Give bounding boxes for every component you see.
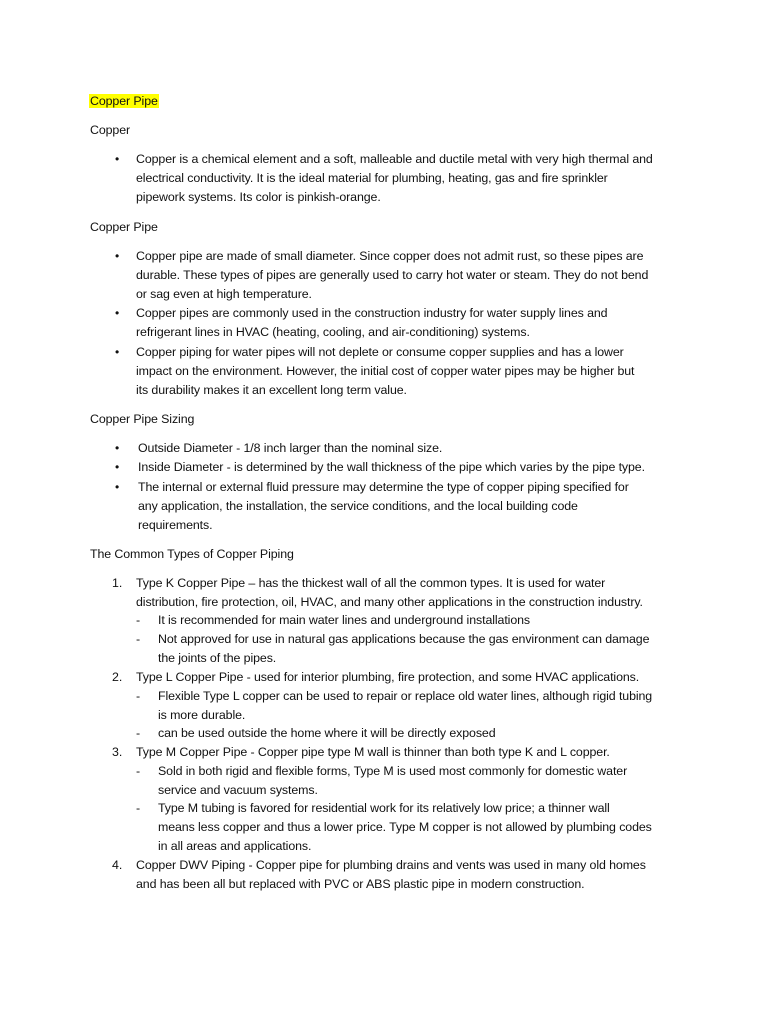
bullet-icon: • <box>115 249 120 263</box>
bullet-icon: • <box>115 460 120 474</box>
dash-icon: - <box>136 764 141 778</box>
list-item-line: Outside Diameter - 1/8 inch larger than the nominal size. <box>138 441 443 455</box>
list-item-line: requirements. <box>138 518 213 532</box>
sub-item-line: Type M tubing is favored for residential work for its relatively low price; a thinner wall <box>158 801 610 815</box>
bullet-icon: • <box>115 345 120 359</box>
bullet-icon: • <box>115 441 120 455</box>
dash-icon: - <box>136 801 141 815</box>
list-item-line: Copper piping for water pipes will not deplete or consume copper supplies and has a lower <box>136 345 624 359</box>
sub-item-line: the joints of the pipes. <box>158 651 277 665</box>
sub-item-line: Sold in both rigid and flexible forms, Type M is used most commonly for domestic water <box>158 764 628 778</box>
highlighted-title: Copper Pipe <box>90 94 158 108</box>
dash-icon: - <box>136 689 141 703</box>
sub-item-line: can be used outside the home where it will be directly exposed <box>158 726 496 740</box>
list-item-line: any application, the installation, the service conditions, and the local building code <box>138 499 578 513</box>
list-number: 3. <box>112 745 123 759</box>
list-item-line: distribution, fire protection, oil, HVAC, and many other applications in the construction industry. <box>136 595 643 609</box>
sub-item-line: service and vacuum systems. <box>158 783 318 797</box>
section-heading-types: The Common Types of Copper Piping <box>90 547 294 561</box>
bullet-icon: • <box>115 306 120 320</box>
list-item-line: Type L Copper Pipe - used for interior plumbing, fire protection, and some HVAC applications. <box>136 670 640 684</box>
list-item-line: durable. These types of pipes are generally used to carry hot water or steam. They do not bend <box>136 268 649 282</box>
section-heading-copper: Copper <box>90 123 131 137</box>
list-item-line: Type M Copper Pipe - Copper pipe type M wall is thinner than both type K and L copper. <box>136 745 610 759</box>
list-item-line: or sag even at high temperature. <box>136 287 312 301</box>
dash-icon: - <box>136 632 141 646</box>
sub-item-line: Flexible Type L copper can be used to repair or replace old water lines, although rigid tubing <box>158 689 653 703</box>
sub-item-line: is more durable. <box>158 708 246 722</box>
dash-icon: - <box>136 726 141 740</box>
list-item-line: impact on the environment. However, the initial cost of copper water pipes may be higher but <box>136 364 635 378</box>
list-item-line: Copper is a chemical element and a soft, malleable and ductile metal with very high thermal and <box>136 152 653 166</box>
bullet-icon: • <box>115 480 120 494</box>
list-number: 1. <box>112 576 123 590</box>
list-item-line: electrical conductivity. It is the ideal material for plumbing, heating, gas and fire sprinkler <box>136 171 608 185</box>
section-heading-sizing: Copper Pipe Sizing <box>90 412 195 426</box>
list-item-line: Inside Diameter - is determined by the wall thickness of the pipe which varies by the pipe type. <box>138 460 645 474</box>
bullet-icon: • <box>115 152 120 166</box>
dash-icon: - <box>136 613 141 627</box>
document-title <box>89 92 159 110</box>
sub-item-line: in all areas and applications. <box>158 839 312 853</box>
list-number: 4. <box>112 858 123 872</box>
list-number: 2. <box>112 670 123 684</box>
list-item-line: pipework systems. Its color is pinkish-orange. <box>136 190 381 204</box>
sub-item-line: means less copper and thus a lower price. Type M copper is not allowed by plumbing codes <box>158 820 652 834</box>
list-item-line: Copper pipe are made of small diameter. Since copper does not admit rust, so these pipes are <box>136 249 644 263</box>
list-item-line: The internal or external fluid pressure may determine the type of copper piping specified for <box>138 480 629 494</box>
list-item-line: Copper pipes are commonly used in the construction industry for water supply lines and <box>136 306 608 320</box>
list-item-line: and has been all but replaced with PVC or ABS plastic pipe in modern construction. <box>136 877 585 891</box>
list-item-line: refrigerant lines in HVAC (heating, cooling, and air-conditioning) systems. <box>136 325 530 339</box>
section-heading-copper-pipe: Copper Pipe <box>90 220 158 234</box>
list-item-line: its durability makes it an excellent long term value. <box>136 383 407 397</box>
list-item-line: Copper DWV Piping - Copper pipe for plumbing drains and vents was used in many old homes <box>136 858 646 872</box>
list-item-line: Type K Copper Pipe – has the thickest wall of all the common types. It is used for water <box>136 576 606 590</box>
sub-item-line: Not approved for use in natural gas applications because the gas environment can damage <box>158 632 650 646</box>
sub-item-line: It is recommended for main water lines and underground installations <box>158 613 531 627</box>
